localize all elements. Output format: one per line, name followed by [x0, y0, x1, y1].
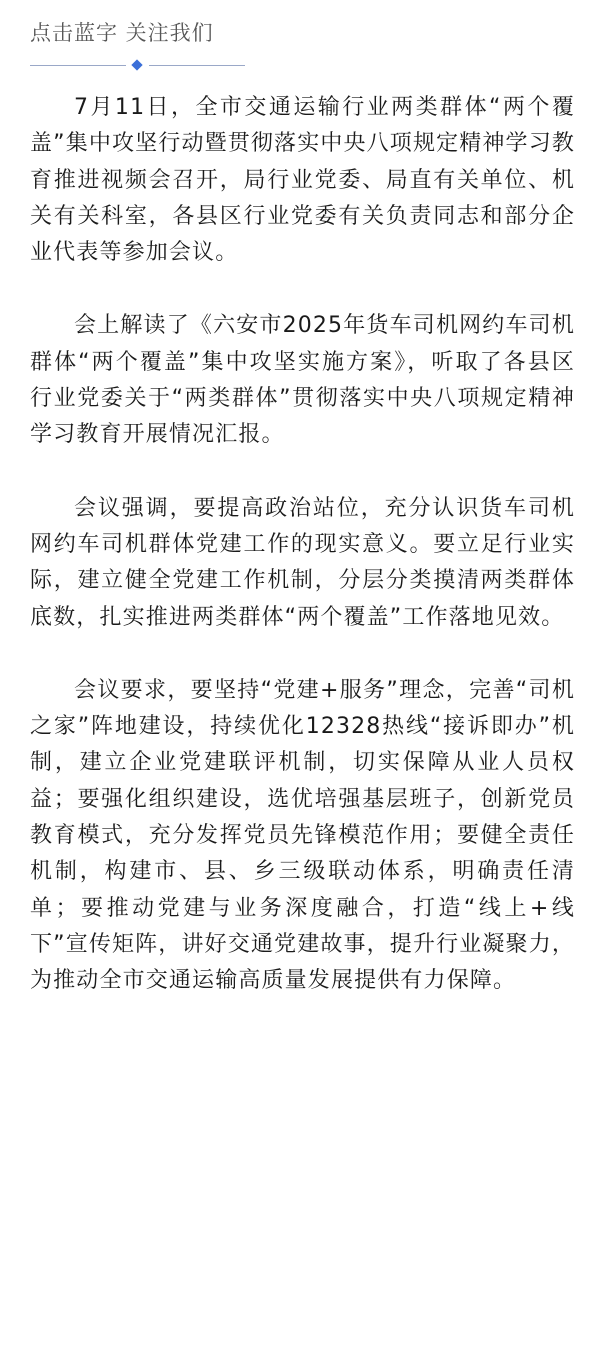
article-body — [30, 90, 575, 1037]
article-paragraph-3: 会议强调，要提高政治站位，充分认识货车司机网约车司机群体党建工作的现实意义。要立足行业实际，建立健全党建工作机制，分层分类摸清两类群体底数，扎实推进两类群体“两个覆盖”工作落地见效。 — [30, 495, 575, 630]
article-paragraph-1: 7月11日，全市交通运输行业两类群体“两个覆盖”集中攻坚行动暨贯彻落实中央八项规定精神学习教育推进视频会召开，局行业党委、局直有关单位、机关有关科室，各县区行业党委有关负责同志和部分企业代表等参加会议。 — [30, 95, 575, 266]
article-paragraph-4: 会议要求，要坚持“党建+服务”理念，完善“司机之家”阵地建设，持续优化12328热线“接诉即办”机制，建立企业党建联评机制，切实保障从业人员权益；要强化组织建设，选优培强基层班子，创新党员教育模式，充分发挥党员先锋模范作用；要健全责任机制，构建市、县、乡三级联动体系，明确责任清单；要推动党建与业务深度融合，打造“线上+线下”宣传矩阵，讲好交通党建故事，提升行业凝聚力，为推动全市交通运输高质量发展提供有力保障。 — [30, 677, 575, 994]
diamond-icon — [131, 59, 142, 70]
article-paragraph-2: 会上解读了《六安市2025年货车司机网约车司机群体“两个覆盖”集中攻坚实施方案》，听取了各县区行业党委关于“两类群体”贯彻落实中央八项规定精神学习教育开展情况汇报。 — [30, 313, 575, 448]
header-divider — [30, 60, 245, 72]
follow-header — [30, 18, 245, 72]
divider-line-right — [149, 65, 245, 66]
divider-line-left — [30, 65, 126, 66]
follow-prompt-text[interactable]: 点击蓝字 关注我们 — [30, 21, 214, 45]
